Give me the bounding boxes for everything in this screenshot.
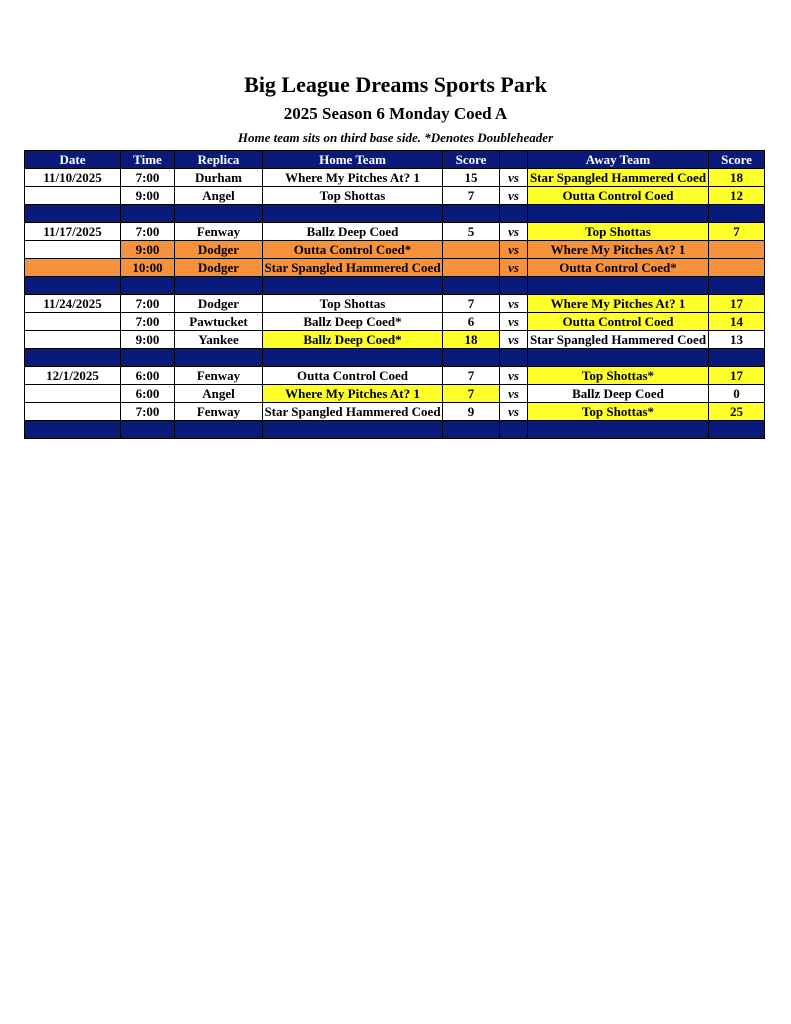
time-cell: 7:00 (121, 403, 175, 421)
date-cell (25, 331, 121, 349)
col-away-team-header: Away Team (528, 151, 709, 169)
away-score-cell: 17 (709, 295, 765, 313)
home-team-cell: Top Shottas (263, 295, 443, 313)
replica-cell: Angel (175, 187, 263, 205)
table-header-row (25, 151, 765, 169)
home-team-cell: Ballz Deep Coed* (263, 331, 443, 349)
date-cell: 11/17/2025 (25, 223, 121, 241)
replica-cell: Durham (175, 169, 263, 187)
table-row (25, 367, 765, 385)
replica-cell: Angel (175, 385, 263, 403)
table-row (25, 331, 765, 349)
col-vs-header (500, 151, 528, 169)
table-row (25, 169, 765, 187)
col-replica-header: Replica (175, 151, 263, 169)
replica-cell: Dodger (175, 241, 263, 259)
vs-cell: vs (500, 385, 528, 403)
home-team-cell: Outta Control Coed* (263, 241, 443, 259)
table-row (25, 223, 765, 241)
away-score-cell (709, 241, 765, 259)
home-team-cell: Ballz Deep Coed* (263, 313, 443, 331)
vs-cell: vs (500, 259, 528, 277)
date-cell (25, 403, 121, 421)
vs-cell: vs (500, 187, 528, 205)
table-row (25, 241, 765, 259)
vs-cell: vs (500, 295, 528, 313)
time-cell: 9:00 (121, 241, 175, 259)
away-team-cell: Outta Control Coed (528, 313, 709, 331)
vs-cell: vs (500, 169, 528, 187)
replica-cell: Fenway (175, 223, 263, 241)
date-cell (25, 259, 121, 277)
home-score-cell: 7 (443, 187, 500, 205)
page-subtitle: 2025 Season 6 Monday Coed A (283, 104, 508, 123)
schedule-table (24, 150, 765, 439)
table-row (25, 385, 765, 403)
replica-cell: Dodger (175, 259, 263, 277)
table-row (25, 403, 765, 421)
away-team-cell: Top Shottas (528, 223, 709, 241)
date-cell: 12/1/2025 (25, 367, 121, 385)
col-date-header: Date (25, 151, 121, 169)
table-row (25, 259, 765, 277)
date-cell (25, 241, 121, 259)
vs-cell: vs (500, 367, 528, 385)
replica-cell: Yankee (175, 331, 263, 349)
away-team-cell: Top Shottas* (528, 403, 709, 421)
away-score-cell: 12 (709, 187, 765, 205)
replica-cell: Fenway (175, 403, 263, 421)
date-cell: 11/24/2025 (25, 295, 121, 313)
away-team-cell: Where My Pitches At? 1 (528, 241, 709, 259)
away-score-cell: 18 (709, 169, 765, 187)
week-separator (25, 421, 765, 439)
away-score-cell: 0 (709, 385, 765, 403)
home-score-cell (443, 241, 500, 259)
vs-cell: vs (500, 403, 528, 421)
date-cell: 11/10/2025 (25, 169, 121, 187)
col-away-score-header: Score (709, 151, 765, 169)
home-score-cell: 7 (443, 295, 500, 313)
away-team-cell: Star Spangled Hammered Coed (528, 331, 709, 349)
away-team-cell: Star Spangled Hammered Coed (528, 169, 709, 187)
table-row (25, 295, 765, 313)
home-team-cell: Where My Pitches At? 1 (263, 169, 443, 187)
week-separator (25, 349, 765, 367)
time-cell: 7:00 (121, 169, 175, 187)
away-team-cell: Ballz Deep Coed (528, 385, 709, 403)
home-team-cell: Where My Pitches At? 1 (263, 385, 443, 403)
away-team-cell: Where My Pitches At? 1 (528, 295, 709, 313)
home-score-cell: 6 (443, 313, 500, 331)
home-score-cell: 7 (443, 385, 500, 403)
home-team-cell: Ballz Deep Coed (263, 223, 443, 241)
time-cell: 7:00 (121, 223, 175, 241)
replica-cell: Fenway (175, 367, 263, 385)
week-separator (25, 277, 765, 295)
away-team-cell: Outta Control Coed (528, 187, 709, 205)
time-cell: 7:00 (121, 313, 175, 331)
date-cell (25, 187, 121, 205)
home-score-cell: 15 (443, 169, 500, 187)
home-score-cell: 18 (443, 331, 500, 349)
table-row (25, 313, 765, 331)
home-team-cell: Star Spangled Hammered Coed (264, 404, 441, 419)
home-score-cell (443, 259, 500, 277)
page-title: Big League Dreams Sports Park (244, 72, 547, 97)
away-team-cell: Outta Control Coed* (528, 259, 709, 277)
date-cell (25, 313, 121, 331)
away-team-cell: Top Shottas* (528, 367, 709, 385)
col-home-score-header: Score (443, 151, 500, 169)
away-score-cell: 25 (709, 403, 765, 421)
col-time-header: Time (121, 151, 175, 169)
home-team-cell: Outta Control Coed (263, 367, 443, 385)
home-score-cell: 5 (443, 223, 500, 241)
vs-cell: vs (500, 241, 528, 259)
date-cell (25, 385, 121, 403)
away-score-cell: 13 (709, 331, 765, 349)
away-score-cell: 17 (709, 367, 765, 385)
time-cell: 7:00 (121, 295, 175, 313)
replica-cell: Pawtucket (175, 313, 263, 331)
table-row (25, 187, 765, 205)
time-cell: 6:00 (121, 367, 175, 385)
time-cell: 9:00 (121, 187, 175, 205)
schedule-note: Home team sits on third base side. *Denotes Doubleheader (237, 130, 554, 145)
vs-cell: vs (500, 223, 528, 241)
home-team-cell: Star Spangled Hammered Coed (264, 260, 441, 275)
replica-cell: Dodger (175, 295, 263, 313)
home-score-cell: 7 (443, 367, 500, 385)
away-score-cell: 7 (709, 223, 765, 241)
time-cell: 10:00 (121, 259, 175, 277)
home-score-cell: 9 (443, 403, 500, 421)
time-cell: 9:00 (121, 331, 175, 349)
away-score-cell: 14 (709, 313, 765, 331)
time-cell: 6:00 (121, 385, 175, 403)
week-separator (25, 205, 765, 223)
vs-cell: vs (500, 331, 528, 349)
away-score-cell (709, 259, 765, 277)
col-home-team-header: Home Team (263, 151, 443, 169)
home-team-cell: Top Shottas (263, 187, 443, 205)
vs-cell: vs (500, 313, 528, 331)
